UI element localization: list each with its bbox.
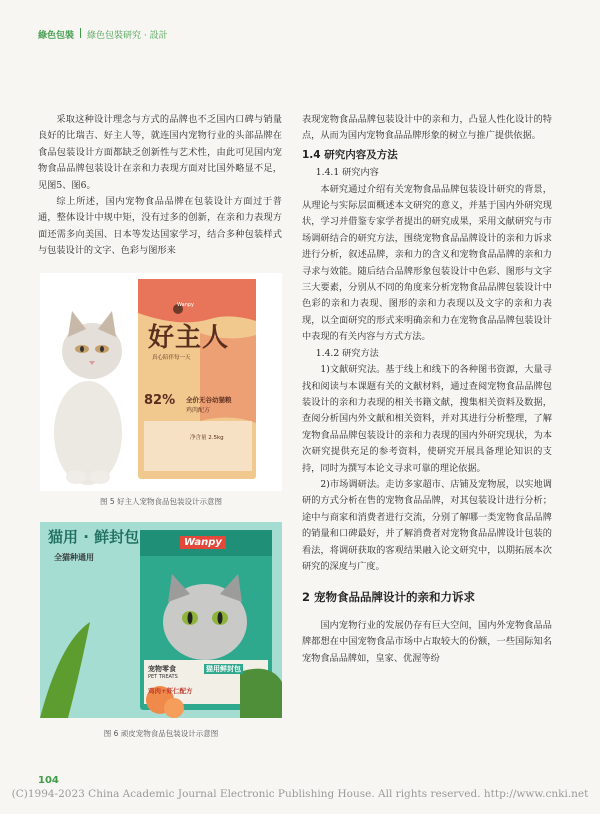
heading-1-4-2: 1.4.2 研究方法 [315, 347, 379, 359]
figure-5-illustration [40, 273, 282, 491]
package-label-2: PET TREATS [148, 674, 178, 680]
paragraph-1-4-2-b: 2)市场调研法。走访多家超市、店铺及宠物展，以实地调研的方式分析在售的宠物食品品牌，对其包装设计进行分析；途中与商家和消费者进行交流，分别了解哪一类宠物食品品牌的销量和口碑最好，并了解消费者对宠物食品品牌设计包装的看法，将调研获取的客观结果融入论文研究中，以期拓展本次研究的深度与广度。 [302, 478, 552, 572]
header-divider [80, 28, 81, 38]
package-label-3: 猫用鲜封包 [206, 665, 241, 673]
left-paragraph-2: 综上所述，国内宠物食品品牌在包装设计方面过于普通，整体设计中规中矩，没有过多的创新，在亲和力表现方面还需多向美国、日本等发达国家学习，结合多种包装样式与包装设计的文字、色彩与图形来 [38, 196, 282, 257]
package-weight: 净含量 2.5kg [190, 435, 224, 441]
package-sub-banner: 全猫种通用 [54, 553, 94, 562]
running-header [38, 28, 168, 41]
figure-5-caption: 图 5 好主人宠物食品包装设计示意图 [99, 497, 223, 506]
package-banner: 猫用 · 鲜封包 [48, 528, 140, 546]
package-product-line: 全价无谷幼猫粮 [186, 396, 232, 404]
haozhuren-package [138, 279, 256, 479]
figure-6-caption: 图 6 顽皮宠物食品包装设计示意图 [103, 729, 219, 738]
copyright-footer: (C)1994-2023 China Academic Journal Electronic Publishing House. All rights reserved. http://www.cnki.net [11, 788, 589, 800]
package-subtitle: 真心陪伴每一天 [152, 355, 191, 361]
right-paragraph-top: 表现宠物食品品牌包装设计中的亲和力，凸显人性化设计的特点，从而为国内宠物食品品牌形象的树立与推广提供依据。 [302, 114, 552, 142]
page-number: 104 [38, 775, 59, 786]
header-section: 綠色包裝研究 · 設計 [87, 31, 168, 41]
paragraph-1-4-2-a: 1)文献研究法。基于线上和线下的各种图书资源，大量寻找和阅读与本课题有关的文献材料，通过查阅宠物食品品牌包装设计的亲和力表现的相关书籍文献，搜集相关资料及数据，查阅分析国内外文献和相关资料，并对其进行分析整理，了解宠物食品品牌包装设计的亲和力表现的国内外研究现状，为本次研究提供充足的参考资料，使研究开展具备理论知识的支持，同时为撰写本论文寻求可靠的理论依据。 [302, 364, 552, 474]
package-label-4: 鸡肉+虾仁配方 [148, 687, 193, 695]
right-column [302, 112, 552, 667]
figure-6-image [40, 522, 282, 718]
paragraph-1-4-1: 本研究通过介绍有关宠物食品品牌包装设计研究的背景，从理论与实际层面概述本文研究的意义，并基于国内外研究现状，学习并借鉴专家学者提出的研究成果，采用文献研究与市场调研结合的研究方法，围绕宠物食品品牌设计的亲和力诉求进行分析，叙述品牌，亲和力的含义和宠物食品品牌的亲和力寻求与效能。随后结合品牌形象包装设计中色彩、图形与文字三大要素，分别从不同的角度来分析宠物食品品牌包装设计中色彩的亲和力表现、图形的亲和力表现以及文字的亲和力表现，以全面研究的形式来明确亲和力在宠物食品品牌包装设计中表现的有关内容与方式方法。 [302, 183, 552, 343]
package-brand-badge: Wanpy [177, 302, 194, 308]
left-column [38, 112, 282, 260]
paragraph-2: 国内宠物行业的发展仍存有巨大空间，国内外宠物食品品牌都想在中国宠物食品市场中占取较大的份额，一些国际知名宠物食品品牌如，皇家、优渥等纷 [302, 619, 552, 664]
heading-1-4-1: 1.4.1 研究内容 [315, 167, 379, 179]
wanpy-logo: Wanpy [180, 536, 226, 549]
heading-1-4: 1.4 研究内容及方法 [302, 148, 398, 161]
figure-5-image [40, 273, 282, 491]
heading-2: 2 宠物食品品牌设计的亲和力诉求 [302, 590, 476, 605]
left-paragraph-1: 采取这种设计理念与方式的品牌也不乏国内口碑与销量良好的比瑞吉、好主人等，就连国内宠物行业的头部品牌在食品包装设计方面都缺乏创新性与艺术性，由此可见国内宠物食品品牌包装设计在亲和力表现方面对比国外略显不足，见图5、图6。 [38, 114, 282, 191]
package-label-1: 宠物零食 [148, 665, 176, 673]
package-title: 好主人 [148, 323, 230, 353]
header-brand: 綠色包裝 [38, 31, 75, 41]
package-percent: 82% [144, 393, 176, 408]
package-product-line-2: 鸡肉配方 [186, 407, 211, 414]
